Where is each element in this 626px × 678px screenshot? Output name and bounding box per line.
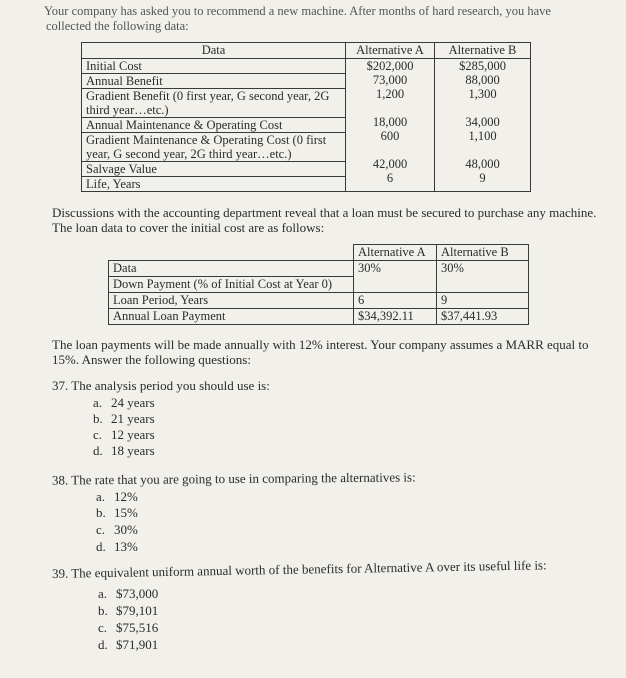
alt-a-gradient-maintenance: 600	[380, 129, 400, 143]
table1-alt-a-column	[346, 59, 435, 192]
table1-header-data: Data	[82, 43, 346, 59]
q38-option-b[interactable]: b. 15%	[96, 505, 138, 520]
loan-period-alt-b: 9	[437, 293, 529, 309]
alt-b-salvage-value: 48,000	[465, 157, 500, 171]
q37-option-c[interactable]: c. 12 years	[93, 427, 155, 442]
q37-option-a[interactable]: a. 24 years	[93, 395, 155, 410]
row-label-annual-benefit: Annual Benefit	[82, 74, 345, 89]
loan-note-line-1: The loan payments will be made annually with 12% interest. Your company assumes a MARR equal to	[52, 337, 589, 352]
row-label-gradient-benefit-cont: third year…etc.)	[82, 103, 345, 118]
row-label-salvage-value: Salvage Value	[82, 162, 345, 177]
row-label-gradient-benefit: Gradient Benefit (0 first year, G second year, 2G	[86, 89, 330, 103]
discussion-line-1: Discussions with the accounting department reveal that a loan must be secured to purchase any machine.	[52, 205, 597, 220]
row-label-annual-loan-payment: Annual Loan Payment	[109, 309, 354, 325]
q39-option-b[interactable]: b. $79,101	[98, 603, 159, 618]
down-payment-alt-a: 30%	[358, 261, 381, 275]
q37-option-b[interactable]: b. 21 years	[93, 411, 155, 426]
alt-b-gradient-benefit: 1,300	[468, 87, 497, 101]
intro-line-2: collected the following data:	[46, 19, 189, 33]
q38-option-c[interactable]: c. 30%	[96, 522, 138, 537]
alt-b-gradient-maintenance: 1,100	[468, 129, 497, 143]
table1-header-alt-b: Alternative B	[435, 43, 531, 59]
loan-note-line-2: 15%. Answer the following questions:	[52, 352, 251, 367]
q39-option-c[interactable]: c. $75,516	[98, 620, 159, 635]
row-label-gradient-maintenance-cont: year, G second year, 2G third year…etc.)	[82, 147, 345, 162]
loan-payment-alt-a: $34,392.11	[354, 309, 437, 325]
table1-label-column	[82, 59, 346, 192]
table1-header-alt-a: Alternative A	[346, 43, 435, 59]
q37-option-d[interactable]: d. 18 years	[93, 443, 155, 458]
discussion-line-2: The loan data to cover the initial cost are as follows:	[52, 220, 325, 235]
alt-a-initial-cost: $202,000	[366, 59, 414, 73]
row-label-gradient-maintenance: Gradient Maintenance & Operating Cost (0 first	[86, 133, 327, 147]
alt-a-gradient-benefit: 1,200	[375, 87, 405, 101]
table2-down-payment-alt-a-cell	[354, 261, 437, 293]
table2-header-data: Data	[109, 261, 354, 277]
table2-header-alt-b: Alternative B	[437, 245, 529, 261]
table2-down-payment-alt-b-cell	[437, 261, 529, 293]
table1-alt-b-column	[435, 59, 531, 192]
q39-option-a[interactable]: a. $73,000	[98, 586, 159, 601]
question-38: 38. The rate that you are going to use in comparing the alternatives is:	[51, 469, 416, 488]
alt-b-annual-benefit: 88,000	[465, 73, 500, 87]
alt-a-annual-benefit: 73,000	[372, 73, 408, 87]
alt-a-annual-maintenance: 18,000	[372, 115, 408, 129]
loan-period-alt-a: 6	[354, 293, 437, 309]
q39-option-d[interactable]: d. $71,901	[98, 637, 159, 652]
alt-b-annual-maintenance: 34,000	[465, 115, 500, 129]
loan-payment-alt-b: $37,441.93	[437, 309, 529, 325]
row-label-loan-period: Loan Period, Years	[109, 293, 354, 309]
alt-b-initial-cost: $285,000	[459, 59, 506, 73]
row-label-annual-maintenance: Annual Maintenance & Operating Cost	[82, 118, 345, 133]
table2-header-alt-a: Alternative A	[354, 245, 437, 261]
intro-line-1: Your company has asked you to recommend a new machine. After months of hard research, you have	[44, 4, 551, 18]
q38-option-a[interactable]: a. 12%	[96, 489, 138, 504]
question-37: 37. The analysis period you should use is:	[52, 378, 270, 393]
row-label-down-payment: Down Payment (% of Initial Cost at Year 0)	[109, 277, 354, 293]
alt-a-salvage-value: 42,000	[372, 157, 408, 171]
alt-a-life-years: 6	[386, 171, 394, 185]
loan-data-table	[108, 244, 529, 325]
row-label-initial-cost: Initial Cost	[82, 59, 345, 74]
down-payment-alt-b: 30%	[441, 261, 464, 275]
alt-b-life-years: 9	[479, 171, 486, 185]
row-label-life-years: Life, Years	[86, 177, 141, 191]
q38-option-d[interactable]: d. 13%	[96, 539, 138, 554]
machine-data-table	[81, 42, 531, 192]
question-39: 39. The equivalent uniform annual worth of the benefits for Alternative A over its useful life is:	[51, 557, 547, 581]
